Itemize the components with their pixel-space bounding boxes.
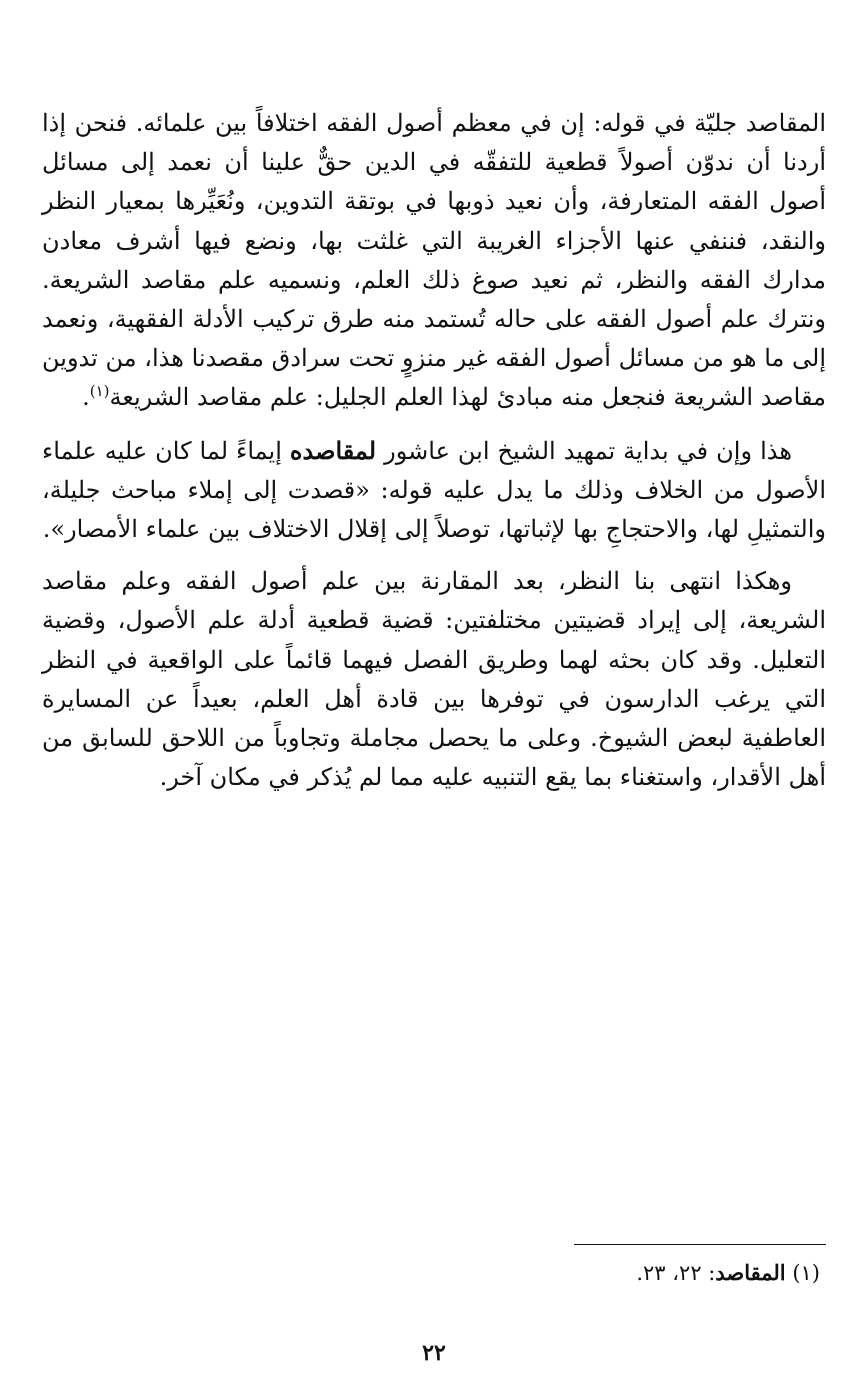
paragraph-1-text: المقاصد جليّة في قوله: إن في معظم أصول الفقه اختلافاً بين علمائه. فنحن إذا أردنا أن ندوّن أصولاً قطعية للتفقّه في الدين حقٌّ علينا أن نعمد إلى مسائل أصول الفقه المتعارفة، وأن نعيد ذوبها في بوتقة التدوين، ونُعَيِّرها بمعيار النظر والنقد، فننفي عنها الأجزاء الغريبة التي غلثت بها، ونضع فيها أشرف معادن مدارك الفقه والنظر، ثم نعيد صوغ ذلك العلم، ونسميه علم مقاصد الشريعة. ونترك علم أصول الفقه على حاله تُستمد منه طرق تركيب الأدلة الفقهية، ونعمد إلى ما هو من مسائل أصول الفقه غير منزوٍ تحت سرادق مقصدنا هذا، من تدوين مقاصد الشريعة فنجعل منه مبادئ لهذا العلم الجليل: علم مقاصد الشريعة	[42, 109, 827, 412]
footnote-number: (١)	[792, 1261, 820, 1285]
page-number: ٢٢	[422, 1340, 446, 1366]
bold-term-maqasid: لمقاصده	[289, 435, 377, 465]
paragraph-1-end: .	[82, 383, 90, 412]
footnote	[320, 1258, 820, 1288]
paragraph-ibn-ashur-intro	[42, 431, 826, 550]
footnote-divider	[574, 1244, 826, 1245]
paragraph-quote-continuation	[42, 104, 826, 418]
footnote-source: المقاصد	[715, 1260, 786, 1285]
footnote-pages: : ٢٢، ٢٣.	[636, 1261, 716, 1285]
paragraph-2-rest: إيماءً لما كان عليه علماء الأصول من الخلاف وذلك ما يدل عليه قوله: «قصدت إلى إملاء مباحث جليلة، والتمثيلِ لها، والاحتجاجِ بها لإثباتها، توصلاً إلى إقلال الاختلاف بين علماء الأمصار».	[42, 436, 826, 544]
footnote-reference: (١)	[89, 382, 110, 401]
book-page-body	[42, 104, 826, 797]
paragraph-2-start: هذا وإن في بداية تمهيد الشيخ ابن عاشور	[384, 436, 793, 465]
paragraph-conclusion: وهكذا انتهى بنا النظر، بعد المقارنة بين علم أصول الفقه وعلم مقاصد الشريعة، إلى إيراد قضيتين مختلفتين: قضية قطعية أدلة علم الأصول، وقضية التعليل. وقد كان بحثه لهما وطريق الفصل فيهما قائماً على الواقعية في النظر التي يرغب الدارسون في توفرها بين قادة أهل العلم، بعيداً عن المسايرة العاطفية لبعض الشيوخ. وعلى ما يحصل مجاملة وتجاوباً من اللاحق للسابق من أهل الأقدار، واستغناء بما يقع التنبيه عليه مما لم يُذكر في مكان آخر.	[42, 567, 827, 792]
